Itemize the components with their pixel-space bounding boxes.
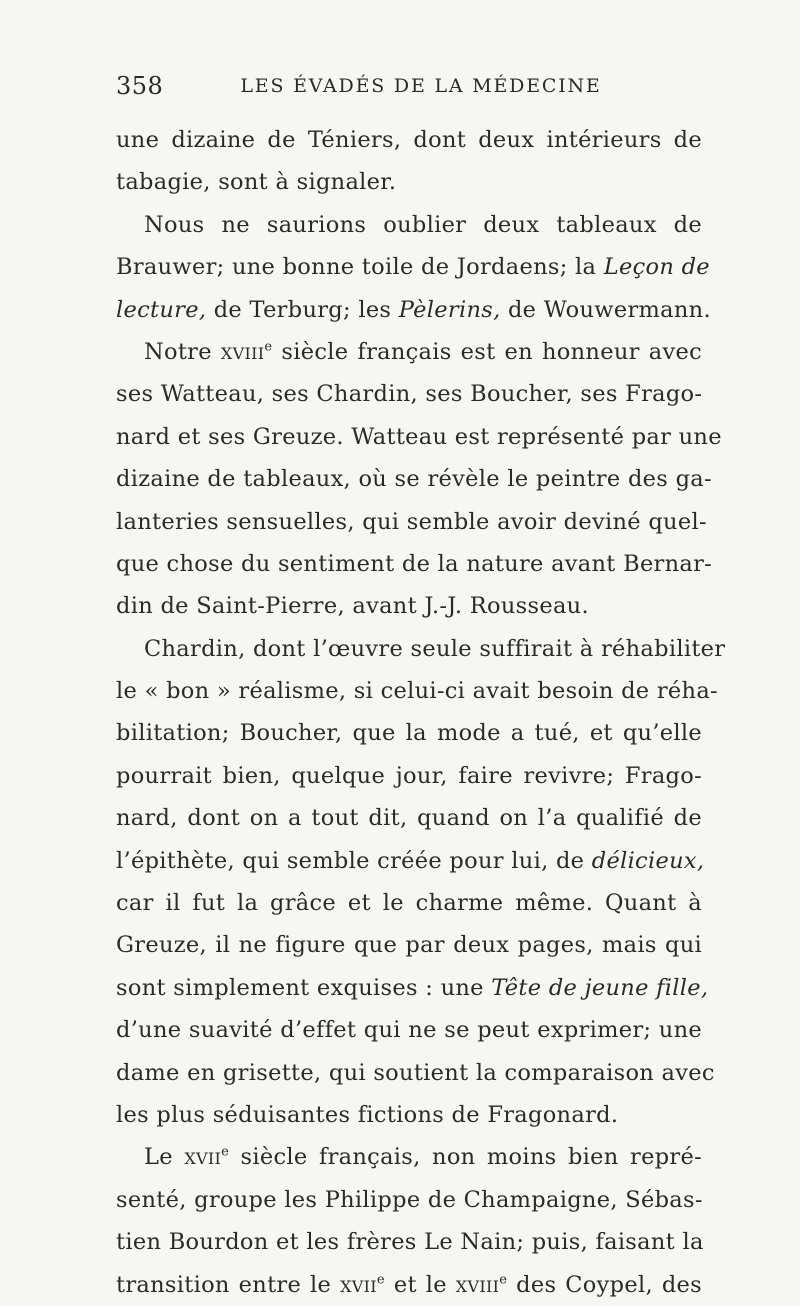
text-line [116, 331, 702, 373]
text-run: l’épithète, qui semble créée pour lui, de [116, 847, 592, 874]
page-number: 358 [116, 72, 164, 100]
superscript: e [376, 1272, 385, 1288]
text-run: dizaine de tableaux, où se révèle le peintre des ga- [116, 466, 712, 493]
text-run: de Terburg; les [206, 296, 399, 323]
text-run: nard et ses Greuze. Watteau est représenté par une [116, 423, 722, 450]
text-line [116, 416, 722, 458]
text-line [116, 712, 702, 754]
century-numeral: xvii [340, 1271, 377, 1298]
text-run: senté, groupe les Philippe de Champaigne, Sébas- [116, 1186, 703, 1213]
century-numeral: xvii [184, 1144, 222, 1171]
text-run: d’une suavité d’effet qui ne se peut exprimer; une [116, 1017, 702, 1044]
italic-title: Leçon de [603, 254, 710, 281]
text-run: tabagie, sont à signaler. [116, 169, 397, 196]
text-run: siècle français, non moins bien repré- [229, 1144, 702, 1171]
text-run: siècle français est en honneur avec [272, 338, 702, 365]
text-line [116, 1179, 702, 1221]
text-line [116, 161, 702, 203]
text-line [116, 1052, 715, 1094]
text-run: et le [384, 1271, 456, 1298]
superscript: e [499, 1272, 508, 1288]
text-run: lanteries sensuelles, qui semble avoir deviné quel- [116, 508, 707, 535]
text-line [116, 1136, 702, 1178]
text-run: des Coypel, des [507, 1271, 703, 1298]
text-run: tien Bourdon et les frères Le Nain; puis, faisant la [116, 1229, 704, 1256]
text-run: car il fut la grâce et le charme même. Quant à [116, 890, 702, 917]
text-line [116, 755, 702, 797]
text-run: sont simplement exquises : une [116, 974, 492, 1001]
text-line [116, 882, 702, 924]
italic-title: lecture, [116, 296, 207, 323]
italic-title: Tête de jeune fille, [491, 974, 709, 1001]
superscript: e [264, 339, 273, 355]
text-line [116, 373, 702, 415]
text-run: bilitation; Boucher, que la mode a tué, et qu’elle [116, 720, 702, 747]
text-run: une dizaine de Téniers, dont deux intérieurs de [116, 127, 702, 153]
text-run: que chose du sentiment de la nature avant Bernar- [116, 550, 713, 577]
text-line [116, 204, 702, 246]
italic-title: délicieux, [591, 847, 705, 874]
century-numeral: xviii [455, 1271, 500, 1298]
text-line [116, 119, 702, 161]
italic-title: Pèlerins, [398, 296, 501, 323]
text-line [116, 289, 711, 331]
text-run: nard, dont on a tout dit, quand on l’a qualifié de [116, 805, 702, 832]
text-line [116, 246, 710, 288]
text-run: les plus séduisantes fictions de Fragonard. [116, 1101, 619, 1128]
text-line [116, 543, 713, 585]
text-run: Nous ne saurions oublier deux tableaux de [144, 211, 702, 238]
text-line [116, 628, 726, 670]
text-line [116, 670, 718, 712]
text-line [116, 967, 709, 1009]
text-run: Brauwer; une bonne toile de Jordaens; la [116, 254, 604, 281]
text-run: dame en grisette, qui soutient la comparaison avec [116, 1059, 715, 1086]
text-run: Greuze, il ne figure que par deux pages, mais qui [116, 932, 702, 959]
text-line [116, 501, 707, 543]
text-run: transition entre le [116, 1271, 341, 1298]
text-run: de Wouwermann. [500, 296, 711, 323]
text-line [116, 840, 705, 882]
text-run: Le [144, 1144, 185, 1171]
text-line [116, 924, 702, 966]
text-line [116, 1009, 702, 1051]
page-header [116, 72, 696, 108]
running-title: LES ÉVADÉS DE LA MÉDECINE [240, 75, 602, 97]
text-run: ses Watteau, ses Chardin, ses Boucher, ses Frago- [116, 381, 703, 408]
text-run: Notre [144, 338, 221, 365]
text-run: le « bon » réalisme, si celui-ci avait besoin de réha- [116, 678, 718, 705]
century-numeral: xviii [220, 338, 265, 365]
text-run: pourrait bien, quelque jour, faire revivre; Frago- [116, 762, 702, 789]
text-run: Chardin, dont l’œuvre seule suffirait à réhabiliter [144, 635, 726, 662]
superscript: e [221, 1144, 230, 1160]
text-run: din de Saint-Pierre, avant J.-J. Rousseau. [116, 593, 589, 620]
body-text [116, 119, 726, 1306]
text-line [116, 1221, 702, 1263]
text-line [116, 1264, 702, 1306]
text-line [116, 1094, 702, 1136]
text-line [116, 585, 702, 627]
text-line [116, 797, 702, 839]
text-line [116, 458, 712, 500]
